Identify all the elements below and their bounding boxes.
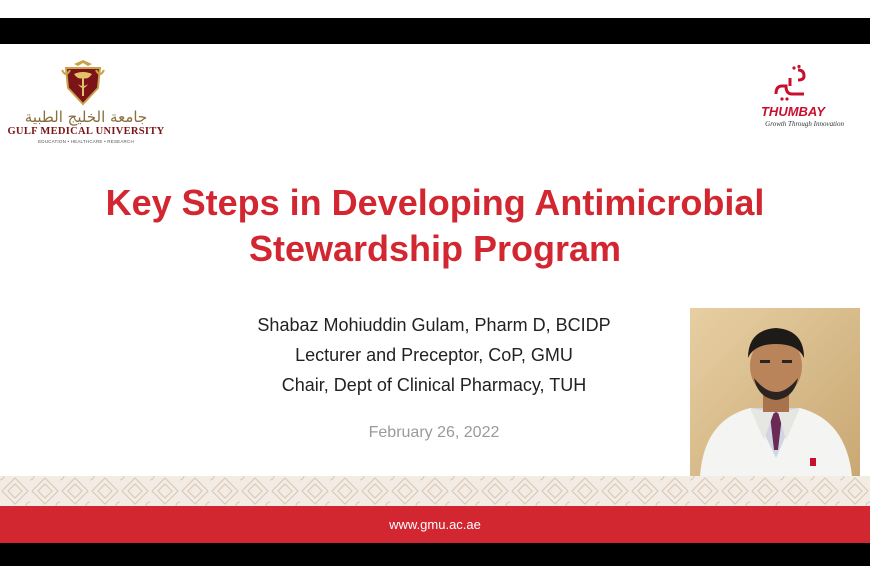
title-line-2: Stewardship Program — [248, 228, 622, 269]
thumbay-name: THUMBAY — [760, 104, 826, 119]
presenter-role: Lecturer and Preceptor, CoP, GMU — [295, 345, 573, 365]
thumbay-logo — [748, 64, 848, 144]
presenter-block — [200, 310, 668, 400]
title-line-1: Key Steps in Developing Antimicrobial — [105, 182, 765, 223]
presenter-chair: Chair, Dept of Clinical Pharmacy, TUH — [281, 375, 587, 395]
letterbox-bottom — [0, 543, 870, 566]
gmu-arabic-name: جامعة الخليج الطبية — [24, 108, 148, 126]
presentation-date: February 26, 2022 — [368, 424, 500, 441]
letterbox-top — [0, 18, 870, 44]
slide-title — [40, 180, 830, 272]
presenter-photo — [690, 308, 860, 476]
decorative-pattern-band — [0, 476, 870, 506]
gmu-crest-icon — [58, 58, 108, 108]
footer-bar — [0, 506, 870, 543]
thumbay-mark-icon — [770, 64, 810, 104]
letterbox-top-margin — [0, 0, 870, 18]
presentation-slide — [0, 44, 870, 543]
gmu-name: GULF MEDICAL UNIVERSITY — [7, 126, 165, 137]
gmu-logo — [6, 58, 166, 148]
presenter-name: Shabaz Mohiuddin Gulam, Pharm D, BCIDP — [257, 315, 611, 335]
gmu-tagline: EDUCATION • HEALTHCARE • RESEARCH — [38, 139, 134, 144]
geometric-pattern — [0, 476, 870, 506]
presenter-photo-illustration — [690, 308, 860, 476]
letterbox-bottom-margin — [0, 566, 870, 580]
thumbay-tagline: Growth Through Innovation — [765, 120, 844, 128]
footer-url: www.gmu.ac.ae — [389, 517, 481, 532]
